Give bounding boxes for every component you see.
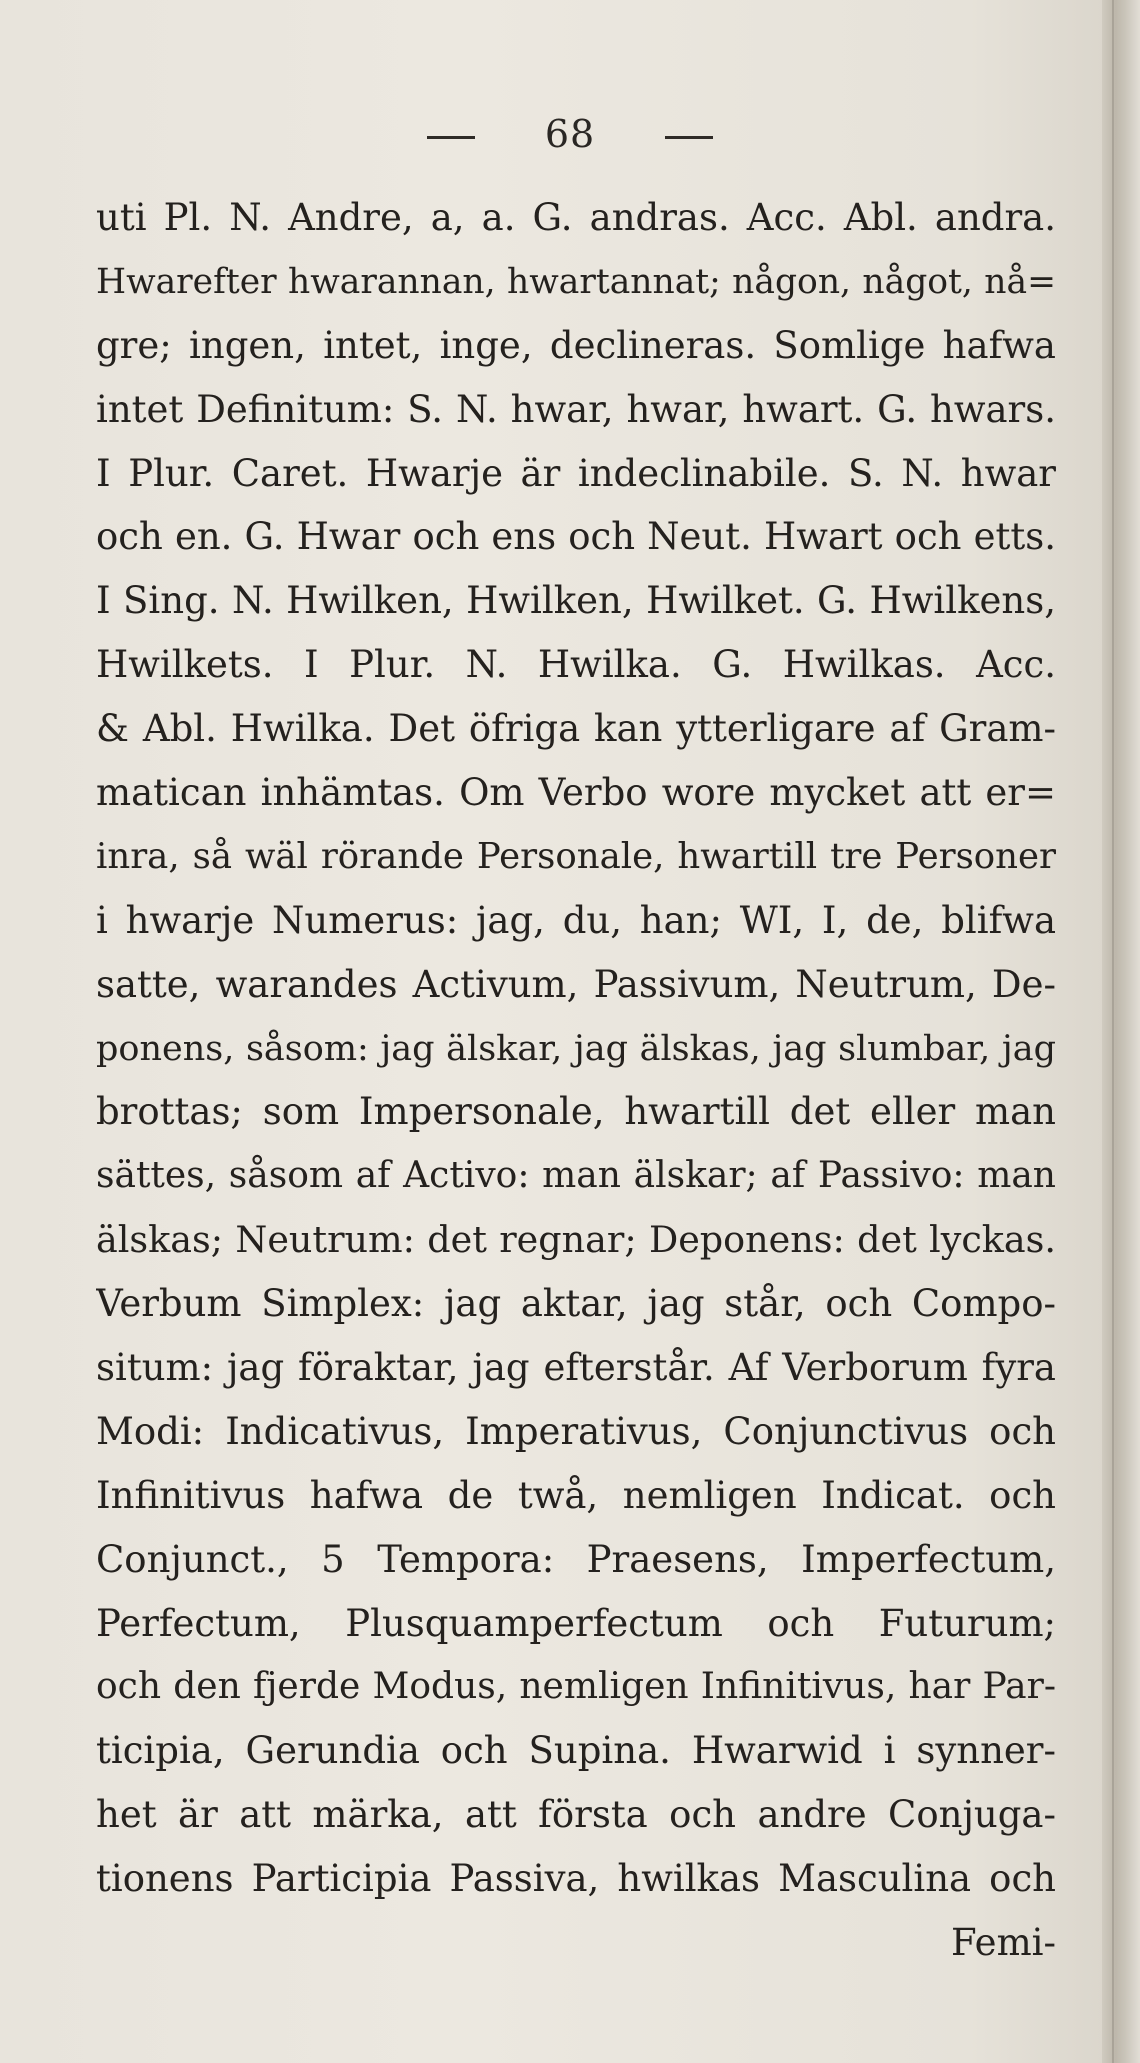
- text-line: intet Definitum: S. N. hwar, hwar, hwart. G. hwars.: [96, 387, 1056, 431]
- text-line: I Plur. Caret. Hwarje är indeclinabile. S. N. hwar: [96, 451, 1056, 495]
- text-line: älskas; Neutrum: det regnar; Deponens: det lyckas.: [96, 1218, 1056, 1262]
- text-line: Verbum Simplex: jag aktar, jag står, och Compo-: [96, 1282, 1056, 1326]
- page-header: [0, 112, 1140, 156]
- text-line: & Abl. Hwilka. Det öfriga kan ytterligare af Gram-: [96, 707, 1056, 751]
- text-line: och den fjerde Modus, nemligen Infinitivus, har Par-: [96, 1666, 1056, 1708]
- text-line: Perfectum, Plusquamperfectum och Futurum;: [96, 1601, 1056, 1645]
- text-line: Hwarefter hwarannan, hwartannat; någon, något, nå=: [96, 261, 1056, 302]
- text-line: Hwilkets. I Plur. N. Hwilka. G. Hwilkas. Acc.: [96, 643, 1056, 687]
- text-line: Modi: Indicativus, Imperativus, Conjunctivus och: [96, 1409, 1056, 1453]
- body-text: [96, 190, 1056, 1979]
- text-line: och en. G. Hwar och ens och Neut. Hwart och etts.: [96, 515, 1056, 559]
- page-gutter: [1102, 0, 1140, 2063]
- gutter-edge: [1112, 0, 1114, 2063]
- text-line: het är att märka, att första och andre Conjuga-: [96, 1793, 1056, 1837]
- text-line: satte, warandes Activum, Passivum, Neutrum, De-: [96, 962, 1056, 1006]
- catchword: Femi-: [951, 1921, 1056, 1965]
- text-line: ponens, såsom: jag älskar, jag älskas, jag slumbar, jag: [96, 1028, 1056, 1069]
- page-number: 68: [544, 112, 596, 156]
- text-line: matican inhämtas. Om Verbo wore mycket att er=: [96, 771, 1056, 815]
- text-line: sättes, såsom af Activo: man älskar; af Passivo: man: [96, 1155, 1056, 1197]
- header-dash-left: [427, 136, 475, 139]
- text-line: Conjunct., 5 Tempora: Praesens, Imperfectum,: [96, 1537, 1056, 1581]
- text-line: brottas; som Impersonale, hwartill det eller man: [96, 1090, 1056, 1134]
- text-line: tionens Participia Passiva, hwilkas Masculina och: [96, 1857, 1056, 1901]
- text-line: ticipia, Gerundia och Supina. Hwarwid i synner-: [96, 1729, 1056, 1773]
- text-line: inra, så wäl rörande Personale, hwartill tre Personer: [96, 835, 1056, 877]
- text-line: I Sing. N. Hwilken, Hwilken, Hwilket. G. Hwilkens,: [96, 579, 1056, 623]
- text-line: gre; ingen, intet, inge, declineras. Somlige hafwa: [96, 323, 1056, 367]
- text-line: uti Pl. N. Andre, a, a. G. andras. Acc. Abl. andra.: [96, 196, 1056, 239]
- text-line: i hwarje Numerus: jag, du, han; WI, I, de, blifwa: [96, 898, 1056, 942]
- text-line: Infinitivus hafwa de twå, nemligen Indicat. och: [96, 1473, 1056, 1517]
- text-line: situm: jag föraktar, jag efterstår. Af Verborum fyra: [96, 1346, 1056, 1390]
- header-dash-right: [665, 136, 713, 139]
